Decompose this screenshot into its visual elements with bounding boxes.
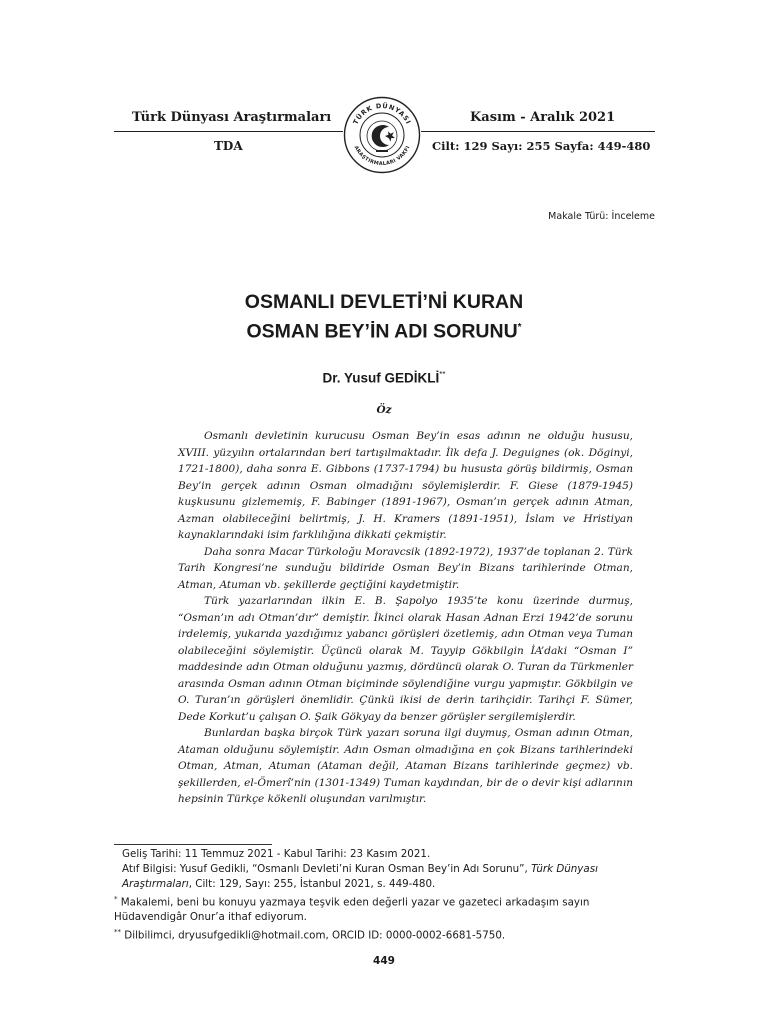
title-line-2-text: OSMAN BEY’İN ADI SORUNU [246, 320, 518, 343]
svg-text:ARAŞTIRMALARI VAKFI: ARAŞTIRMALARI VAKFI [352, 144, 412, 168]
footnote-dates: Geliş Tarihi: 11 Temmuz 2021 - Kabul Tarihi: 23 Kasım 2021. [122, 848, 431, 860]
article-type: Makale Türü: İnceleme [548, 211, 655, 222]
footnotes [114, 847, 655, 944]
abstract-heading: Öz [376, 404, 392, 416]
footnote-author-text[interactable]: Dilbilimci, dryusufgedikli@hotmail.com, ORCID ID: 0000-0002-6681-5750. [124, 929, 506, 942]
title-footnote-mark[interactable]: * [517, 322, 522, 333]
citation-suffix: , Cilt: 129, Sayı: 255, İstanbul 2021, s. 449-480. [188, 878, 436, 890]
abstract-paragraph: Türk yazarlarından ilkin E. B. Şapolyo 1935’te konu üzerinde durmuş, “Osman’ın adı Otman’dır” demiştir. İkinci olarak Hasan Adnan Erzi 1942’de sorunu irdelemiş, yukarıda yazdığımız yabancı görüşleri özetlemiş, adın Otman veya Tuman olabileceğini söylemiştir. Üçüncü olarak M. Tayyip Gökbilgin İA’daki “Osman I” maddesinde adın Otman olduğunu yazmış, dördüncü olarak O. Turan da Türkmenler arasında Osman adının Otman biçiminde söylendiğine vurgu yapmıştır. Gökbilgin ve O. Turan’ın görüşleri önemlidir. Çünkü ikisi de derin tarihçidir. Tarihçi F. Sümer, Dede Korkut’u çalışan O. Şaik Gökyay da benzer görüşler sergilemişlerdir. [178, 595, 633, 723]
abstract-paragraph: Daha sonra Macar Türkoloğu Moravcsik (1892-1972), 1937’de toplanan 2. Türk Tarih Kongresi’ne sunduğu bildiride Osman Bey’in Bizans tarihlerinde Otman, Atman, Atuman vb. şekillerde geçtiğini kaydetmiştir. [178, 545, 633, 591]
title-line-2 [113, 315, 655, 345]
issue-date: Kasım - Aralık 2021 [470, 110, 616, 125]
citation-journal: Türk Dünyası Araştırmaları [122, 863, 598, 890]
author-name [113, 370, 655, 386]
footnote-author-info [114, 925, 655, 943]
abstract-body [178, 428, 633, 808]
abstract-paragraph: Bunlardan başka birçok Türk yazarı soruna ilgi duymuş, Osman adının Otman, Ataman olduğunu söylemiştir. Adın Osman olmadığına en çok Bizans tarihlerindeki Otman, Atman, Atuman (Ataman değil, Ataman Bizans tarihlerinde geçmez) vb. şekillerden, el-Ömerî’nin (1301-1349) Tuman kaydından, bir de o devir kişi adlarının hepsinin Türkçe kökenli oluşundan varılmıştır. [178, 727, 633, 805]
footnote-mark: * [114, 895, 118, 903]
abstract-paragraph: Osmanlı devletinin kurucusu Osman Bey’in esas adının ne olduğu hususu, XVIII. yüzyılın ortalarından beri tartışılmaktadır. İlk defa J. Deguignes (ok. Döginyi, 1721-1800), daha sonra E. Gibbons (1737-1794) bu hususta görüş bildirmiş, Osman Bey’in gerçek adının Osman olmadığını söylemişlerdir. F. Giese (1879-1945) kuşkusunu gizlememiş, F. Babinger (1891-1967), Osman’ın gerçek adının Atman, Azman olabileceğini belirtmiş, J. H. Kramers (1891-1951), İslam ve Hristiyan kaynaklarındaki isim farklılığına dikkati çekmiştir. [178, 430, 633, 541]
article-title [113, 289, 655, 345]
header-rule-right [421, 131, 655, 132]
volume-info: Cilt: 129 Sayı: 255 Sayfa: 449-480 [432, 139, 651, 153]
title-line-1: OSMANLI DEVLETİ’Nİ KURAN [244, 291, 524, 313]
footnote-divider [114, 844, 272, 845]
journal-title: Türk Dünyası Araştırmaları [132, 110, 332, 125]
author-name-text: Dr. Yusuf GEDİKLİ [322, 370, 440, 386]
footnote-citation [114, 862, 655, 892]
page-number: 449 [373, 955, 395, 967]
footnote-dedication-text: Makalemi, beni bu konuyu yazmaya teşvik eden değerli yazar ve gazeteci arkadaşım sayın Hüdavendigâr Onur’a ithaf ediyorum. [114, 896, 590, 924]
foundation-logo-icon [343, 96, 421, 174]
footnote-mark: ** [114, 928, 121, 937]
svg-text:TÜRK DÜNYASI: TÜRK DÜNYASI [351, 101, 413, 126]
author-footnote-mark[interactable]: ** [439, 370, 446, 379]
citation-prefix: Atıf Bilgisi: Yusuf Gedikli, “Osmanlı Devleti’ni Kuran Osman Bey’in Adı Sorunu”, [122, 863, 528, 875]
header-rule-left [114, 131, 343, 132]
footnote-dedication [114, 892, 655, 925]
journal-abbreviation: TDA [214, 139, 243, 153]
